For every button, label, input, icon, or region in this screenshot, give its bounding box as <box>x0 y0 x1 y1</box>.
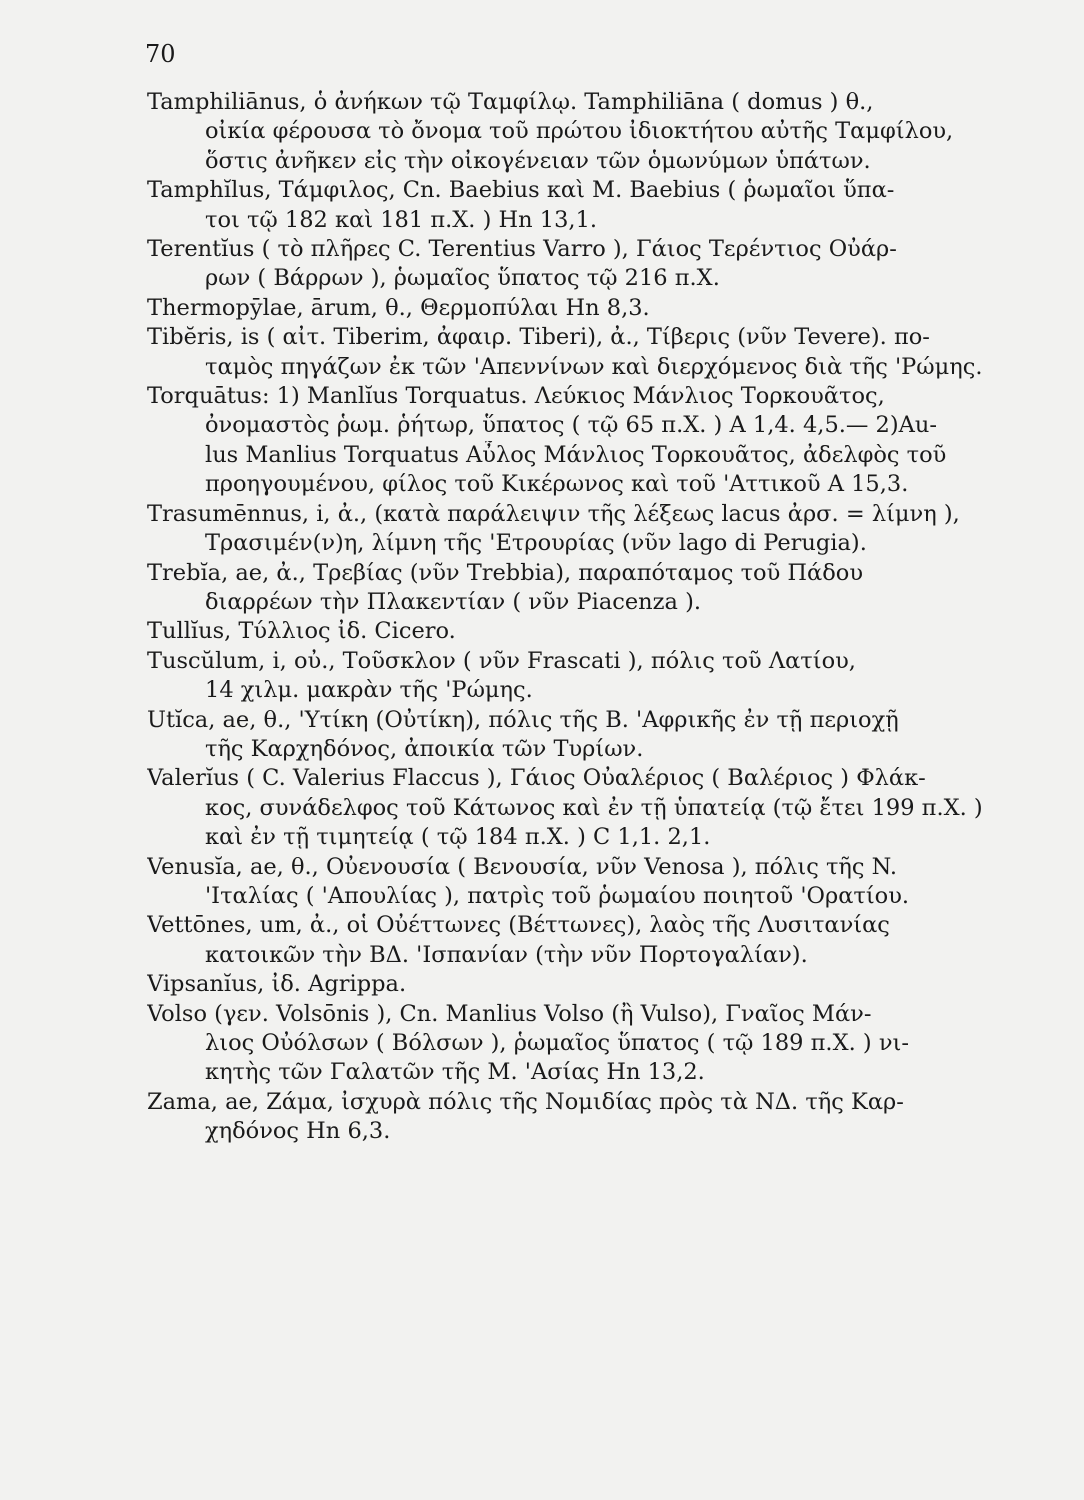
entry-continuation-line: προηγουμένου, φίλος τοῦ Κικέρωνος καὶ τοῦ 'Αττικοῦ A 15,3. <box>205 471 909 498</box>
entry-headline: Zama, ae, Ζάμα, ἰσχυρὰ πόλις τῆς Νομιδίας πρὸς τὰ ΝΔ. τῆς Καρ- <box>147 1088 904 1115</box>
entry-headline: Valerĭus ( C. Valerius Flaccus ), Γάιος Οὐαλέριος ( Βαλέριος ) Φλάκ- <box>147 765 926 792</box>
dictionary-entry <box>147 764 989 852</box>
dictionary-entry <box>147 853 989 912</box>
entry-continuation-line: διαρρέων τὴν Πλακεντίαν ( νῦν Piacenza ). <box>205 588 701 615</box>
entry-continuation-line: κος, συνάδελφος τοῦ Κάτωνος καὶ ἐν τῇ ὑπατείᾳ (τῷ ἔτει 199 π.Χ. ) <box>205 794 983 821</box>
entry-continuation-line: καὶ ἐν τῇ τιμητείᾳ ( τῷ 184 π.Χ. ) C 1,1. 2,1. <box>205 824 711 851</box>
dictionary-entry <box>147 1088 989 1147</box>
entry-continuation-line: τῆς Καρχηδόνος, ἀποικία τῶν Τυρίων. <box>205 735 644 762</box>
entry-headline: Trebĭa, ae, ἀ., Τρεβίας (νῦν Trebbia), παραπόταμος τοῦ Πάδου <box>147 559 864 586</box>
dictionary-entry <box>147 235 989 294</box>
dictionary-entry <box>147 500 989 559</box>
entry-headline: Terentĭus ( τὸ πλῆρες C. Terentius Varro ), Γάιος Τερέντιος Οὐάρ- <box>147 236 897 263</box>
entry-continuation-line: τοι τῷ 182 καὶ 181 π.Χ. ) Hn 13,1. <box>205 206 598 233</box>
entry-continuation-line: κητὴς τῶν Γαλατῶν τῆς M. 'Ασίας Hn 13,2. <box>205 1059 705 1086</box>
dictionary-entry <box>147 647 989 706</box>
dictionary-entry <box>147 294 989 323</box>
entry-headline: Tibĕris, is ( αἰτ. Tiberim, ἀφαιρ. Tiberi), ἀ., Τίβερις (νῦν Tevere). πο- <box>147 324 930 351</box>
entry-continuation-line: χηδόνος Hn 6,3. <box>205 1118 391 1145</box>
entry-headline: Utĭca, ae, θ., 'Υτίκη (Οὐτίκη), πόλις τῆς B. 'Αφρικῆς ἐν τῇ περιοχῇ <box>147 706 899 733</box>
dictionary-entry <box>147 970 989 999</box>
entry-continuation-line: ὅστις ἀνῆκεν εἰς τὴν οἰκογένειαν τῶν ὁμωνύμων ὑπάτων. <box>205 147 871 174</box>
entry-headline: Tamphiliānus, ὁ ἀνήκων τῷ Ταμφίλῳ. Tamphiliāna ( domus ) θ., <box>147 89 874 115</box>
dictionary-entry <box>147 88 989 176</box>
entry-continuation-line: ταμὸς πηγάζων ἐκ τῶν 'Απεννίνων καὶ διερχόμενος διὰ τῆς 'Ρώμης. <box>205 353 983 380</box>
entry-continuation-line: οἰκία φέρουσα τὸ ὄνομα τοῦ πρώτου ἰδιοκτήτου αὐτῆς Ταμφίλου, <box>205 118 954 145</box>
entry-continuation-line: lus Manlius Torquatus Αὖλος Μάνλιος Τορκουᾶτος, ἀδελφὸς τοῦ <box>205 441 947 468</box>
entry-headline: Trasumēnnus, i, ἀ., (κατὰ παράλειψιν τῆς λέξεως lacus ἀρσ. = λίμνη ), <box>147 500 960 527</box>
entry-continuation-line: ὀνομαστὸς ῥωμ. ῥήτωρ, ὕπατος ( τῷ 65 π.Χ. ) A 1,4. 4,5.— 2)Au- <box>205 412 937 439</box>
dictionary-entry <box>147 323 989 382</box>
entry-headline: Tullĭus, Τύλλιος ἰδ. Cicero. <box>147 618 456 645</box>
entry-continuation-line: λιος Οὐόλσων ( Βόλσων ), ῥωμαῖος ὕπατος ( τῷ 189 π.Χ. ) νι- <box>205 1030 909 1056</box>
dictionary-entry <box>147 382 989 500</box>
page-number: 70 <box>145 40 176 68</box>
dictionary-entry <box>147 176 989 235</box>
entry-continuation-line: 'Ιταλίας ( 'Απουλίας ), πατρὶς τοῦ ῥωμαίου ποιητοῦ 'Ορατίου. <box>205 882 910 909</box>
entry-list <box>147 88 989 1147</box>
dictionary-entry <box>147 559 989 618</box>
entry-headline: Venusĭa, ae, θ., Οὐενουσία ( Βενουσία, νῦν Venosa ), πόλις τῆς N. <box>147 853 898 880</box>
dictionary-entry <box>147 617 989 646</box>
entry-headline: Volso (γεν. Volsōnis ), Cn. Manlius Volso (ἢ Vulso), Γναῖος Μάν- <box>147 1000 872 1027</box>
entry-headline: Thermopȳlae, ārum, θ., Θερμοπύλαι Hn 8,3. <box>147 294 650 321</box>
entry-continuation-line: ρων ( Βάρρων ), ῥωμαῖος ὕπατος τῷ 216 π.Χ. <box>205 265 720 292</box>
dictionary-entry <box>147 911 989 970</box>
entry-headline: Vipsanĭus, ἰδ. Agrippa. <box>147 971 407 998</box>
dictionary-entry <box>147 1000 989 1088</box>
dictionary-entry <box>147 706 989 765</box>
entry-headline: Tuscŭlum, i, οὐ., Τοῦσκλον ( νῦν Frascati ), πόλις τοῦ Λατίου, <box>147 647 856 674</box>
entry-headline: Vettōnes, um, ἀ., οἱ Οὐέττωνες (Βέττωνες), λαὸς τῆς Λυσιτανίας <box>147 912 890 939</box>
entry-headline: Torquātus: 1) Manlĭus Torquatus. Λεύκιος Μάνλιος Τορκουᾶτος, <box>147 383 885 410</box>
entry-headline: Tamphĭlus, Τάμφιλος, Cn. Baebius καὶ M. Baebius ( ῥωμαῖοι ὕπα- <box>147 177 895 204</box>
entry-continuation-line: 14 χιλμ. μακρὰν τῆς 'Ρώμης. <box>205 677 533 704</box>
entry-continuation-line: κατοικῶν τὴν ΒΔ. 'Ισπανίαν (τὴν νῦν Πορτογαλίαν). <box>205 941 808 968</box>
entry-continuation-line: Τρασιμέν(ν)η, λίμνη τῆς 'Ετρουρίας (νῦν lago di Perugia). <box>205 530 867 557</box>
